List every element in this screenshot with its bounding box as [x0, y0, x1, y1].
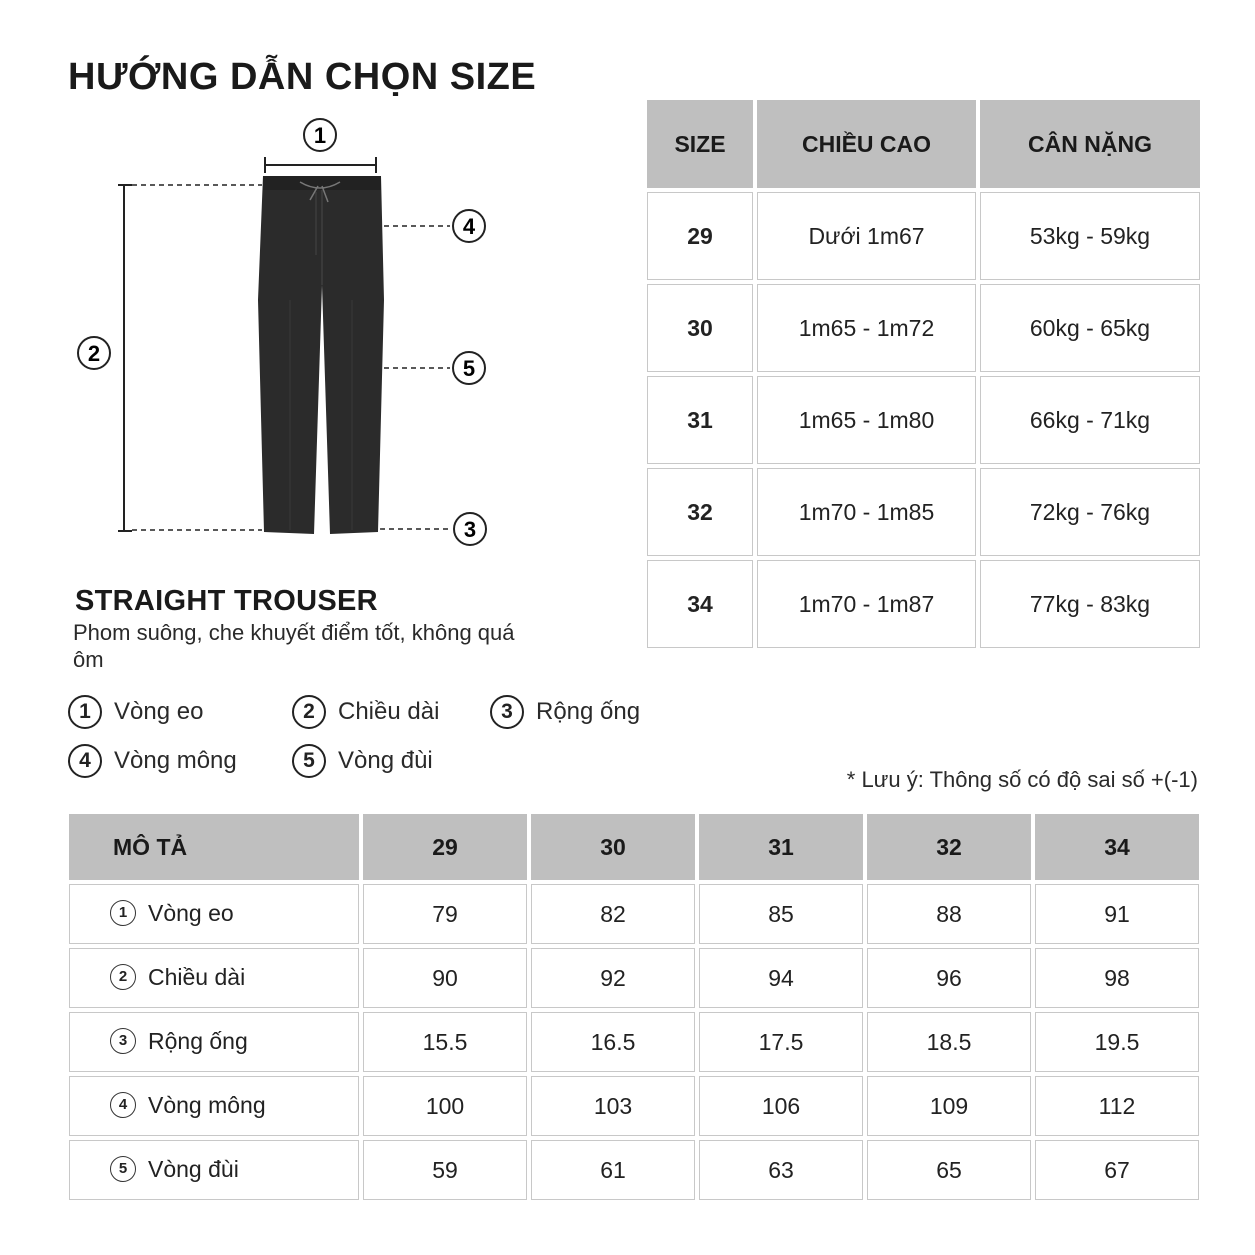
svg-text:4: 4: [462, 214, 476, 239]
value-cell: 109: [867, 1076, 1031, 1136]
number-3-icon: 3: [110, 1028, 136, 1054]
value-cell: 106: [699, 1076, 863, 1136]
number-4-icon: 4: [110, 1092, 136, 1118]
table-row: [69, 1076, 1199, 1136]
size-cell: 31: [647, 376, 753, 464]
value-cell: 88: [867, 884, 1031, 944]
legend-label: Chiều dài: [338, 698, 440, 725]
description-cell: [69, 1140, 359, 1200]
weight-cell: 53kg - 59kg: [980, 192, 1200, 280]
legend-item-leg-opening: [490, 694, 640, 730]
size-table: [643, 96, 1204, 652]
product-description: Phom suông, che khuyết điểm tốt, không quá ôm: [73, 620, 515, 672]
column-header-size: 32: [867, 814, 1031, 880]
svg-text:1: 1: [313, 123, 327, 148]
marker-5: [384, 352, 485, 384]
number-5-icon: 5: [292, 744, 326, 778]
marker-2: [78, 337, 110, 369]
value-cell: 112: [1035, 1076, 1199, 1136]
size-cell: 29: [647, 192, 753, 280]
value-cell: 15.5: [363, 1012, 527, 1072]
table-row: [69, 948, 1199, 1008]
value-cell: 85: [699, 884, 863, 944]
legend-item-hip: [68, 743, 237, 779]
measurement-label: Vòng đùi: [148, 1156, 239, 1183]
size-table-header: [647, 100, 1200, 188]
svg-text:2: 2: [87, 341, 101, 366]
weight-cell: 77kg - 83kg: [980, 560, 1200, 648]
size-cell: 30: [647, 284, 753, 372]
number-2-icon: 2: [292, 695, 326, 729]
value-cell: 90: [363, 948, 527, 1008]
tolerance-note: * Lưu ý: Thông số có độ sai số +(-1): [846, 767, 1198, 792]
product-name: STRAIGHT TROUSER: [75, 585, 378, 617]
measurement-table: [65, 810, 1203, 1204]
measurement-table-header: [69, 814, 1199, 880]
value-cell: 19.5: [1035, 1012, 1199, 1072]
marker-4: [384, 210, 485, 242]
weight-cell: 60kg - 65kg: [980, 284, 1200, 372]
legend-label: Vòng đùi: [338, 747, 433, 774]
value-cell: 79: [363, 884, 527, 944]
number-3-icon: 3: [490, 695, 524, 729]
table-row: [647, 376, 1200, 464]
measurement-label: Rộng ống: [148, 1028, 248, 1055]
trouser-diagram: [0, 0, 640, 560]
value-cell: 59: [363, 1140, 527, 1200]
value-cell: 82: [531, 884, 695, 944]
description-cell: [69, 1076, 359, 1136]
value-cell: 92: [531, 948, 695, 1008]
value-cell: 18.5: [867, 1012, 1031, 1072]
legend-label: Rộng ống: [536, 698, 641, 725]
weight-cell: 66kg - 71kg: [980, 376, 1200, 464]
height-cell: 1m65 - 1m72: [757, 284, 976, 372]
description-cell: [69, 1012, 359, 1072]
value-cell: 91: [1035, 884, 1199, 944]
legend-label: Vòng eo: [114, 698, 204, 725]
number-2-icon: 2: [110, 964, 136, 990]
trouser-image: [258, 176, 384, 534]
value-cell: 103: [531, 1076, 695, 1136]
marker-1: [304, 119, 336, 151]
column-header-size: 31: [699, 814, 863, 880]
waist-dimension-line: [265, 157, 376, 173]
table-row: [647, 560, 1200, 648]
size-cell: 32: [647, 468, 753, 556]
column-header-description: MÔ TẢ: [69, 814, 359, 880]
column-header-height: CHIỀU CAO: [757, 100, 976, 188]
table-row: [647, 284, 1200, 372]
measurement-label: Vòng mông: [148, 1092, 266, 1119]
legend-label: Vòng mông: [114, 747, 237, 774]
column-header-size: 29: [363, 814, 527, 880]
height-cell: Dưới 1m67: [757, 192, 976, 280]
value-cell: 61: [531, 1140, 695, 1200]
svg-text:3: 3: [463, 517, 477, 542]
legend-item-thigh: [292, 743, 433, 779]
table-row: [647, 468, 1200, 556]
value-cell: 17.5: [699, 1012, 863, 1072]
height-cell: 1m65 - 1m80: [757, 376, 976, 464]
size-cell: 34: [647, 560, 753, 648]
table-row: [69, 1012, 1199, 1072]
measurement-label: Vòng eo: [148, 900, 234, 927]
number-4-icon: 4: [68, 744, 102, 778]
table-row: [647, 192, 1200, 280]
value-cell: 63: [699, 1140, 863, 1200]
legend-item-length: [292, 694, 439, 730]
value-cell: 96: [867, 948, 1031, 1008]
column-header-size: SIZE: [647, 100, 753, 188]
description-cell: [69, 948, 359, 1008]
column-header-size: 34: [1035, 814, 1199, 880]
table-row: [69, 1140, 1199, 1200]
value-cell: 65: [867, 1140, 1031, 1200]
height-cell: 1m70 - 1m87: [757, 560, 976, 648]
column-header-size: 30: [531, 814, 695, 880]
description-cell: [69, 884, 359, 944]
value-cell: 16.5: [531, 1012, 695, 1072]
number-5-icon: 5: [110, 1156, 136, 1182]
value-cell: 98: [1035, 948, 1199, 1008]
svg-text:5: 5: [462, 356, 476, 381]
length-dimension-line: [118, 185, 262, 531]
number-1-icon: 1: [68, 695, 102, 729]
value-cell: 67: [1035, 1140, 1199, 1200]
measurement-label: Chiều dài: [148, 964, 246, 991]
value-cell: 94: [699, 948, 863, 1008]
marker-3: [380, 513, 486, 545]
height-cell: 1m70 - 1m85: [757, 468, 976, 556]
value-cell: 100: [363, 1076, 527, 1136]
column-header-weight: CÂN NẶNG: [980, 100, 1200, 188]
weight-cell: 72kg - 76kg: [980, 468, 1200, 556]
legend-item-waist: [68, 694, 203, 730]
page-title: HƯỚNG DẪN CHỌN SIZE: [68, 56, 537, 98]
table-row: [69, 884, 1199, 944]
number-1-icon: 1: [110, 900, 136, 926]
